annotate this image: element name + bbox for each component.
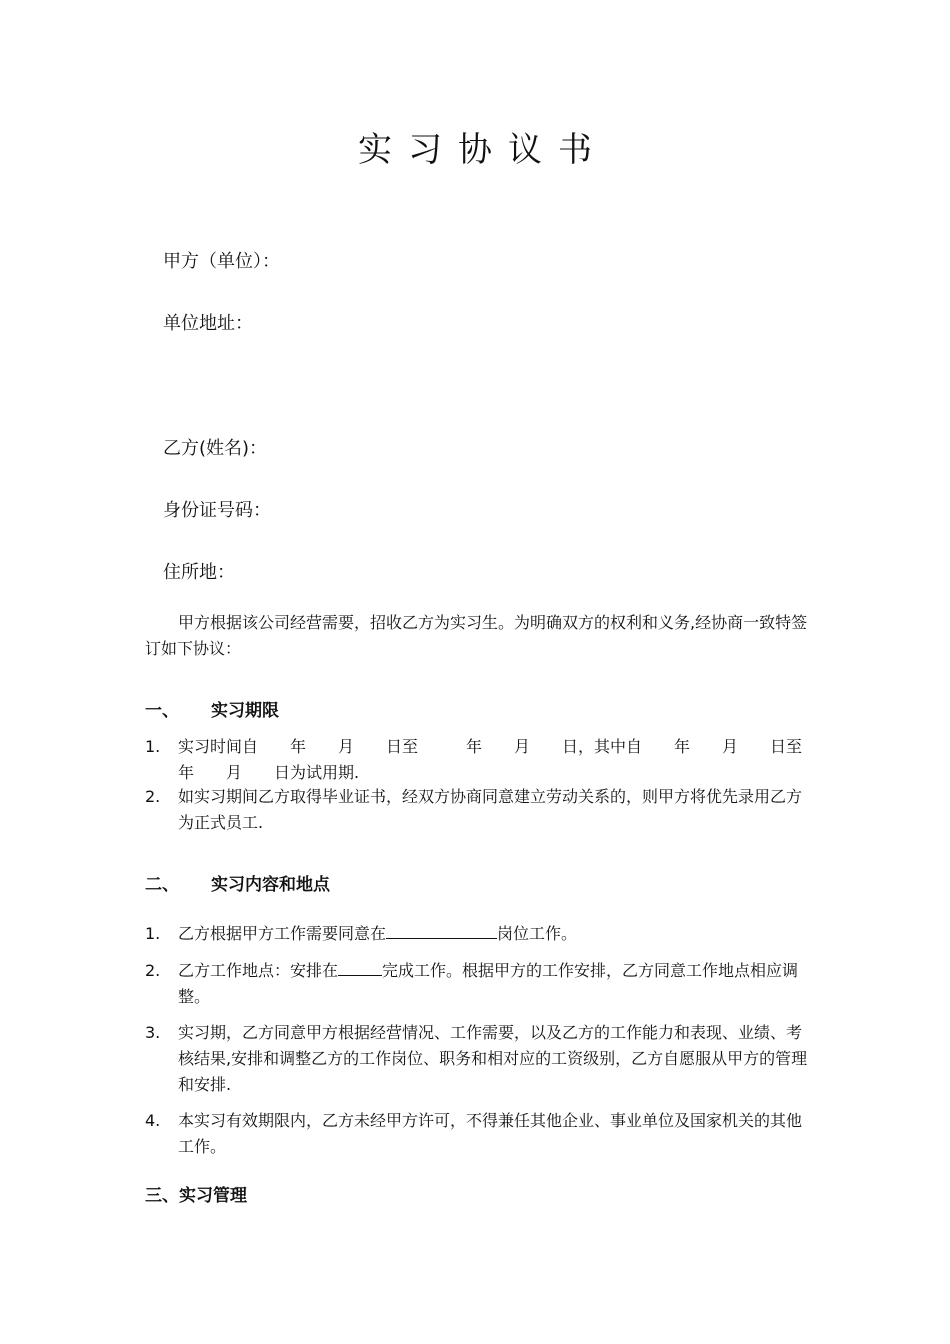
item-number: 1. — [145, 737, 161, 756]
item-text-pre: 乙方工作地点：安排在 — [178, 961, 339, 980]
field-party-a: 甲方（单位）： — [163, 251, 280, 272]
item-number: 1. — [145, 924, 161, 943]
item-number: 3. — [145, 1023, 161, 1042]
section3-heading: 三、实习管理 — [145, 1186, 247, 1206]
fill-blank-line — [338, 959, 382, 976]
item-text: 实习期，乙方同意甲方根据经营情况、工作需要，以及乙方的工作能力和表现、业绩、考核结果,安排和调整乙方的工作岗位、职务和相对应的工资级别，乙方自愿服从甲方的管理和安排. — [178, 1023, 808, 1094]
item-text-post: 完成工作。根据甲方的工作安排，乙方同意工作地点相应调整。 — [178, 961, 799, 1006]
item-text — [178, 921, 813, 947]
item-text: 本实习有效期限内，乙方未经甲方许可，不得兼任其他企业、事业单位及国家机关的其他工作。 — [178, 1111, 803, 1156]
section2-title: 实习内容和地点 — [211, 875, 330, 895]
field-party-b: 乙方(姓名)： — [163, 438, 268, 459]
section2-item-2 — [145, 958, 813, 1010]
section1-title: 实习期限 — [211, 701, 279, 721]
item-text — [178, 958, 813, 1010]
section1-number: 一、 — [145, 701, 179, 721]
document-title: 实习协议书 — [358, 130, 608, 170]
fill-blank-line — [386, 922, 497, 939]
section2-item-3 — [145, 1020, 813, 1098]
item-number: 2. — [145, 787, 161, 806]
field-residence: 住所地： — [163, 562, 235, 583]
section2-item-1 — [145, 921, 813, 947]
item-text-post: 岗位工作。 — [497, 924, 578, 943]
section2-number: 二、 — [145, 875, 179, 895]
item-number: 4. — [145, 1111, 161, 1130]
section1-heading — [145, 698, 279, 724]
field-address: 单位地址： — [163, 313, 253, 334]
section2-item-4 — [145, 1108, 813, 1160]
item-number: 2. — [145, 961, 161, 980]
item-text: 如实习期间乙方取得毕业证书，经双方协商同意建立劳动关系的，则甲方将优先录用乙方为正式员工. — [178, 787, 803, 832]
section1-item-1 — [145, 734, 851, 786]
section2-heading — [145, 872, 330, 898]
item-text-pre: 乙方根据甲方工作需要同意在 — [178, 924, 387, 943]
section1-item-2 — [145, 784, 813, 836]
field-id-number: 身份证号码： — [163, 500, 271, 521]
intro-paragraph: 甲方根据该公司经营需要，招收乙方为实习生。为明确双方的权利和义务,经协商一致特签订如下协议： — [145, 613, 808, 658]
item-text: 实习时间自 年 月 日至 年 月 日，其中自 年 月 日至 年 月 日为试用期. — [178, 737, 851, 782]
